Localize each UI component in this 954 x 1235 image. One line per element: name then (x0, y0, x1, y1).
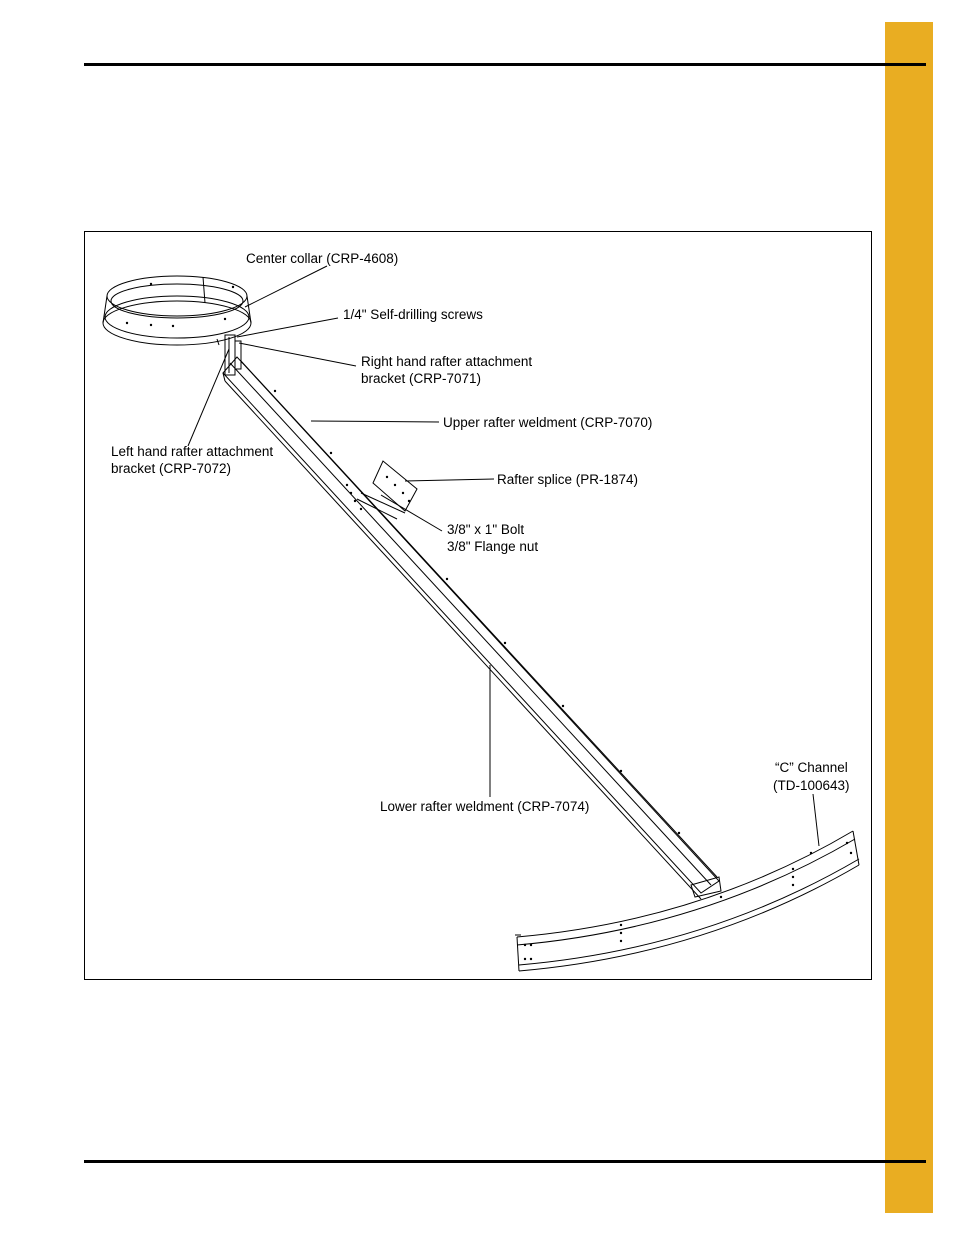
callout-rafter-splice: Rafter splice (PR-1874) (497, 472, 639, 487)
callout-self-drilling-screws: 1/4" Self-drilling screws (343, 307, 483, 322)
callout-flange-nut: 3/8" Flange nut (447, 539, 539, 554)
c-channel-drawing (515, 831, 859, 971)
callout-lower-rafter: Lower rafter weldment (CRP-7074) (380, 799, 590, 814)
footer-rule (84, 1160, 926, 1163)
callout-left-bracket-line1: Left hand rafter attachment (111, 444, 274, 459)
callout-upper-rafter: Upper rafter weldment (CRP-7070) (443, 415, 653, 430)
callout-left-bracket-line2: bracket (CRP-7072) (111, 461, 232, 476)
callout-center-collar: Center collar (CRP-4608) (246, 251, 399, 266)
chapter-side-tab (885, 22, 933, 1213)
bolt-holes (126, 283, 852, 960)
callout-right-bracket-line2: bracket (CRP-7071) (361, 371, 482, 386)
header-rule (84, 63, 926, 66)
rafter-beam-drawing (223, 357, 721, 899)
rafter-assembly-drawing (85, 232, 871, 979)
callout-right-bracket-line1: Right hand rafter attachment (361, 354, 533, 369)
callout-c-channel-line1: “C” Channel (775, 760, 848, 775)
callout-bolt: 3/8" x 1" Bolt (447, 522, 525, 537)
callout-c-channel-line2: (TD-100643) (773, 778, 850, 793)
attachment-brackets-drawing (225, 335, 241, 375)
assembly-figure (84, 231, 872, 980)
